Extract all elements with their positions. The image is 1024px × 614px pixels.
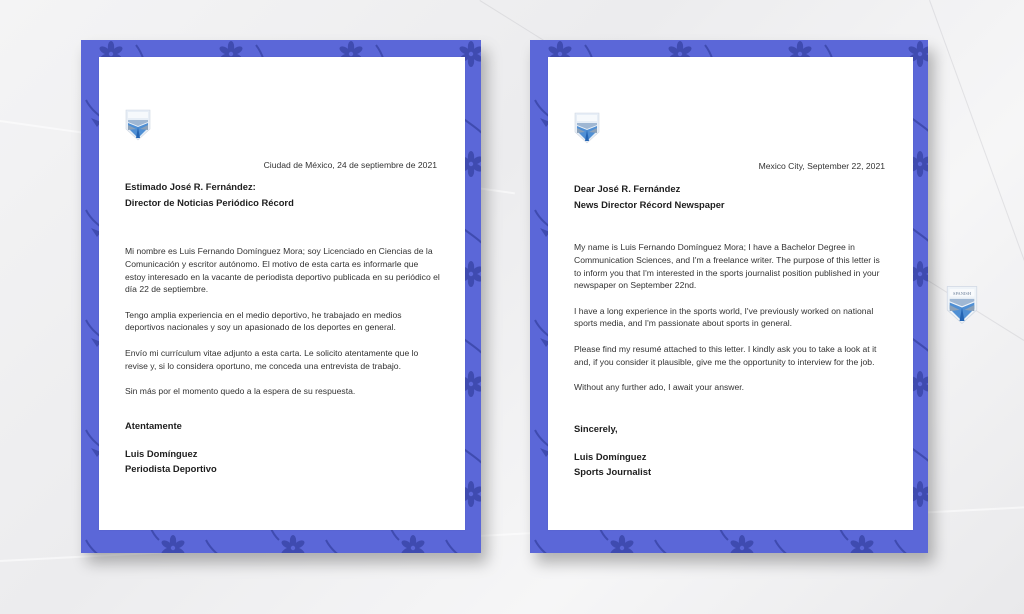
recipient-salutation: Dear José R. Fernández [574, 183, 681, 194]
letter-recipient [125, 179, 294, 211]
signature-title: Sports Journalist [574, 466, 652, 477]
recipient-title: Director de Noticias Periódico Récord [125, 197, 294, 208]
letter-body [574, 241, 889, 406]
letter-date: Ciudad de México, 24 de septiembre de 2021 [263, 160, 437, 170]
body-paragraph: Please find my resumé attached to this letter. I kindly ask you to take a look at it and, if you consider it plausible, give me the opportunity to interview for the job. [574, 343, 877, 367]
school-shield-logo-icon [125, 109, 151, 141]
letter-frame-english [530, 40, 928, 553]
body-paragraph: My name is Luis Fernando Domínguez Mora; I have a Bachelor Degree in Communication Sciences, and I'm a freelance writer. The purpose of this letter is to inform you that I'm interested in the sports journalist position published in your newspaper on September 22nd. [574, 242, 880, 291]
background-crease [929, 0, 1024, 282]
body-paragraph: Without any further ado, I await your answer. [574, 381, 745, 392]
letter-paper-english [548, 57, 913, 530]
body-paragraph: Tengo amplia experiencia en el medio deportivo, he trabajado en medios deportivos nacionales y soy un apasionado de los deportes en general. [125, 309, 402, 333]
recipient-salutation: Estimado José R. Fernández: [125, 181, 256, 192]
signature-title: Periodista Deportivo [125, 463, 217, 474]
school-shield-logo-icon [574, 112, 600, 144]
letter-closing: Atentamente [125, 420, 182, 431]
letter-closing: Sincerely, [574, 423, 618, 434]
letter-signature [574, 449, 651, 479]
body-paragraph: Mi nombre es Luis Fernando Domínguez Mora; soy Licenciado en Ciencias de la Comunicación y escritor autónomo. El motivo de esta carta es informarle que estoy interesado en la vacante de periodista deportivo publicada en su periódico el día 22 de septiembre. [125, 246, 440, 295]
recipient-title: News Director Récord Newspaper [574, 199, 725, 210]
signature-name: Luis Domínguez [574, 451, 647, 462]
logo-text: SPANISH [952, 291, 972, 297]
letter-body [125, 245, 441, 410]
body-paragraph: Envío mi currículum vitae adjunto a esta carta. Le solicito atentamente que lo revise y, si lo considera oportuno, me conceda una entrevista de trabajo. [125, 347, 419, 371]
body-paragraph: Sin más por el momento quedo a la espera de su respuesta. [125, 385, 356, 396]
letter-signature [125, 446, 217, 476]
letter-frame-spanish [81, 40, 481, 553]
signature-name: Luis Domínguez [125, 448, 198, 459]
school-shield-logo-icon [946, 285, 978, 325]
body-paragraph: I have a long experience in the sports world, I've previously worked on national sports media, and I'm passionate about sports in general. [574, 305, 874, 329]
letter-paper-spanish [99, 57, 465, 530]
letter-recipient [574, 181, 725, 213]
letter-date: Mexico City, September 22, 2021 [758, 161, 885, 171]
